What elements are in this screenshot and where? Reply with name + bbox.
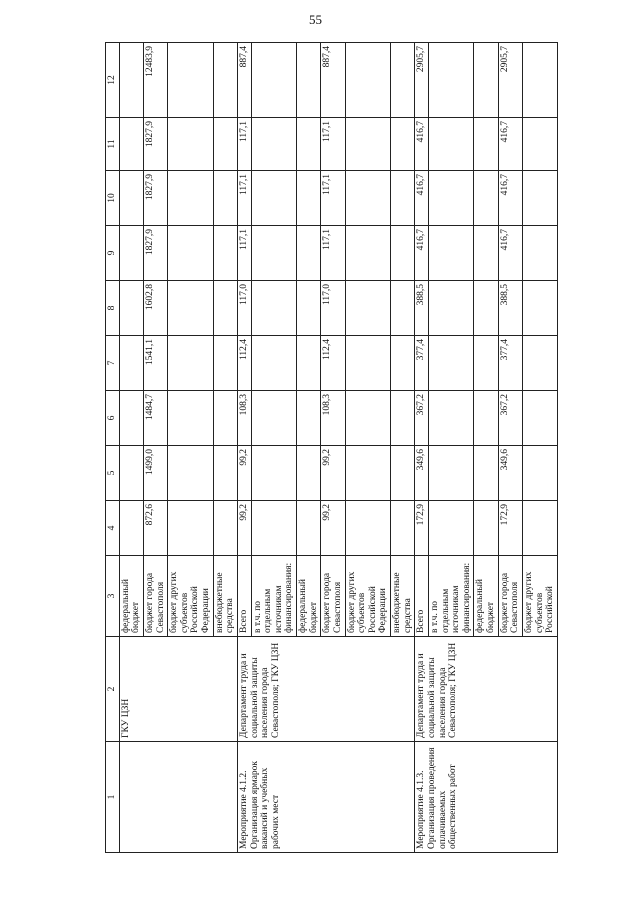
value-cell: [474, 501, 498, 556]
value-cell: 416,7: [498, 118, 522, 171]
value-cell: [345, 226, 391, 281]
column-number: 12: [106, 43, 120, 118]
value-cell: [297, 391, 321, 446]
value-cell: [391, 281, 415, 336]
value-cell: 416,7: [415, 226, 429, 281]
funding-source-cell: внебюджетные средства: [213, 556, 237, 637]
value-cell: [168, 43, 214, 118]
measure-title-cell: Мероприятие 4.1.3. Организация проведения оплачиваемых общественных работ: [415, 742, 558, 853]
measure-title-cell: Мероприятие 4.1.2. Организация ярмарок вакансий и учебных рабочих мест: [237, 742, 414, 853]
funding-source-cell: в т.ч. по отдельным источникам финансирования:: [251, 556, 297, 637]
value-cell: 377,4: [415, 336, 429, 391]
column-number: 7: [106, 336, 120, 391]
value-cell: 367,2: [415, 391, 429, 446]
value-cell: 1827,9: [143, 118, 167, 171]
value-cell: [428, 281, 474, 336]
value-cell: 117,1: [237, 118, 251, 171]
value-cell: [297, 226, 321, 281]
value-cell: 99,2: [237, 446, 251, 501]
funding-table: [105, 42, 558, 853]
value-cell: 172,9: [498, 501, 522, 556]
value-cell: [474, 171, 498, 226]
column-number: 4: [106, 501, 120, 556]
value-cell: 388,5: [498, 281, 522, 336]
value-cell: [345, 336, 391, 391]
value-cell: [391, 391, 415, 446]
table-row: [237, 43, 251, 853]
value-cell: 1602,8: [143, 281, 167, 336]
funding-source-cell: бюджет города Севастополя: [143, 556, 167, 637]
value-cell: [428, 391, 474, 446]
value-cell: [428, 446, 474, 501]
value-cell: [297, 171, 321, 226]
value-cell: [213, 501, 237, 556]
value-cell: [474, 336, 498, 391]
value-cell: [119, 226, 143, 281]
value-cell: [119, 171, 143, 226]
value-cell: [119, 43, 143, 118]
value-cell: 117,1: [321, 226, 345, 281]
column-number: 5: [106, 446, 120, 501]
value-cell: [297, 43, 321, 118]
value-cell: [251, 391, 297, 446]
value-cell: 99,2: [237, 501, 251, 556]
value-cell: [213, 281, 237, 336]
value-cell: [297, 281, 321, 336]
value-cell: 388,5: [415, 281, 429, 336]
value-cell: [522, 501, 557, 556]
funding-source-cell: бюджет города Севастополя: [321, 556, 345, 637]
funding-source-cell: бюджет города Севастополя: [498, 556, 522, 637]
funding-source-cell: Всего: [237, 556, 251, 637]
value-cell: [474, 43, 498, 118]
value-cell: [345, 281, 391, 336]
value-cell: [119, 336, 143, 391]
value-cell: [168, 391, 214, 446]
value-cell: [168, 281, 214, 336]
value-cell: [428, 171, 474, 226]
value-cell: [474, 226, 498, 281]
value-cell: 2905,7: [498, 43, 522, 118]
value-cell: 108,3: [237, 391, 251, 446]
value-cell: [522, 43, 557, 118]
value-cell: [251, 43, 297, 118]
value-cell: [251, 446, 297, 501]
value-cell: 367,2: [498, 391, 522, 446]
value-cell: 872,6: [143, 501, 167, 556]
column-number: 2: [106, 637, 120, 742]
value-cell: [119, 281, 143, 336]
column-number: 11: [106, 118, 120, 171]
value-cell: [168, 226, 214, 281]
value-cell: [391, 501, 415, 556]
value-cell: [213, 226, 237, 281]
value-cell: [522, 446, 557, 501]
value-cell: [119, 391, 143, 446]
value-cell: [522, 281, 557, 336]
value-cell: 1484,7: [143, 391, 167, 446]
funding-source-cell: федеральный бюджет: [297, 556, 321, 637]
value-cell: [168, 501, 214, 556]
value-cell: [391, 446, 415, 501]
value-cell: [428, 336, 474, 391]
value-cell: [251, 118, 297, 171]
value-cell: 1827,9: [143, 226, 167, 281]
funding-source-cell: в т.ч. по отдельным источникам финансирования:: [428, 556, 474, 637]
value-cell: 887,4: [237, 43, 251, 118]
value-cell: [168, 118, 214, 171]
table-body: [119, 43, 557, 853]
value-cell: [297, 118, 321, 171]
value-cell: [522, 226, 557, 281]
value-cell: 416,7: [415, 118, 429, 171]
value-cell: 1827,9: [143, 171, 167, 226]
funding-source-cell: федеральный бюджет: [119, 556, 143, 637]
value-cell: [428, 226, 474, 281]
value-cell: [428, 501, 474, 556]
funding-source-cell: бюджет других субъектов Российской Федерации: [168, 556, 214, 637]
value-cell: [522, 391, 557, 446]
value-cell: [251, 171, 297, 226]
value-cell: [213, 446, 237, 501]
value-cell: [474, 391, 498, 446]
executor-cell: Департамент труда и социальной защиты населения города Севастополя; ГКУ ЦЗН: [415, 637, 558, 742]
column-number: 9: [106, 226, 120, 281]
value-cell: [297, 336, 321, 391]
value-cell: 887,4: [321, 43, 345, 118]
value-cell: 117,0: [321, 281, 345, 336]
value-cell: [297, 446, 321, 501]
value-cell: [345, 118, 391, 171]
value-cell: [213, 391, 237, 446]
value-cell: 12483,9: [143, 43, 167, 118]
value-cell: [168, 446, 214, 501]
table-row: [415, 43, 429, 853]
value-cell: [119, 118, 143, 171]
funding-source-cell: Всего: [415, 556, 429, 637]
table-row: [119, 43, 143, 853]
value-cell: 2905,7: [415, 43, 429, 118]
rotated-table-container: [105, 43, 615, 853]
value-cell: [345, 43, 391, 118]
value-cell: [522, 171, 557, 226]
value-cell: 117,1: [321, 171, 345, 226]
value-cell: [213, 118, 237, 171]
value-cell: 117,1: [321, 118, 345, 171]
value-cell: 416,7: [415, 171, 429, 226]
value-cell: [522, 336, 557, 391]
value-cell: 117,1: [237, 171, 251, 226]
value-cell: 112,4: [237, 336, 251, 391]
column-number: 8: [106, 281, 120, 336]
value-cell: 416,7: [498, 226, 522, 281]
value-cell: 172,9: [415, 501, 429, 556]
value-cell: 117,0: [237, 281, 251, 336]
value-cell: [168, 171, 214, 226]
value-cell: [251, 501, 297, 556]
value-cell: [391, 336, 415, 391]
value-cell: 99,2: [321, 446, 345, 501]
value-cell: [345, 171, 391, 226]
value-cell: 349,6: [415, 446, 429, 501]
column-number: 3: [106, 556, 120, 637]
value-cell: [251, 281, 297, 336]
value-cell: 112,4: [321, 336, 345, 391]
funding-source-cell: бюджет других субъектов Российской: [522, 556, 557, 637]
value-cell: 99,2: [321, 501, 345, 556]
value-cell: [474, 446, 498, 501]
value-cell: 108,3: [321, 391, 345, 446]
page-number: 55: [309, 12, 322, 27]
value-cell: [345, 501, 391, 556]
column-number-row: [106, 43, 120, 853]
value-cell: [213, 171, 237, 226]
value-cell: [474, 118, 498, 171]
value-cell: [168, 336, 214, 391]
value-cell: 416,7: [498, 171, 522, 226]
value-cell: [119, 446, 143, 501]
column-number: 10: [106, 171, 120, 226]
value-cell: 1541,1: [143, 336, 167, 391]
executor-cell: ГКУ ЦЗН: [119, 637, 237, 742]
funding-source-cell: бюджет других субъектов Российской Федерации: [345, 556, 391, 637]
value-cell: [428, 118, 474, 171]
value-cell: [251, 226, 297, 281]
value-cell: [391, 43, 415, 118]
value-cell: [391, 226, 415, 281]
executor-cell: Департамент труда и социальной защиты населения города Севастополя; ГКУ ЦЗН: [237, 637, 414, 742]
value-cell: [119, 501, 143, 556]
value-cell: [213, 336, 237, 391]
value-cell: [297, 501, 321, 556]
value-cell: [391, 118, 415, 171]
value-cell: [474, 281, 498, 336]
column-number: 6: [106, 391, 120, 446]
value-cell: 349,6: [498, 446, 522, 501]
value-cell: [213, 43, 237, 118]
value-cell: 117,1: [237, 226, 251, 281]
value-cell: [428, 43, 474, 118]
value-cell: [251, 336, 297, 391]
value-cell: [391, 171, 415, 226]
column-number: 1: [106, 742, 120, 853]
value-cell: [345, 391, 391, 446]
funding-source-cell: внебюджетные средства: [391, 556, 415, 637]
value-cell: [522, 118, 557, 171]
measure-title-cell: [119, 742, 237, 853]
funding-source-cell: федеральный бюджет: [474, 556, 498, 637]
value-cell: 1499,0: [143, 446, 167, 501]
value-cell: 377,4: [498, 336, 522, 391]
value-cell: [345, 446, 391, 501]
